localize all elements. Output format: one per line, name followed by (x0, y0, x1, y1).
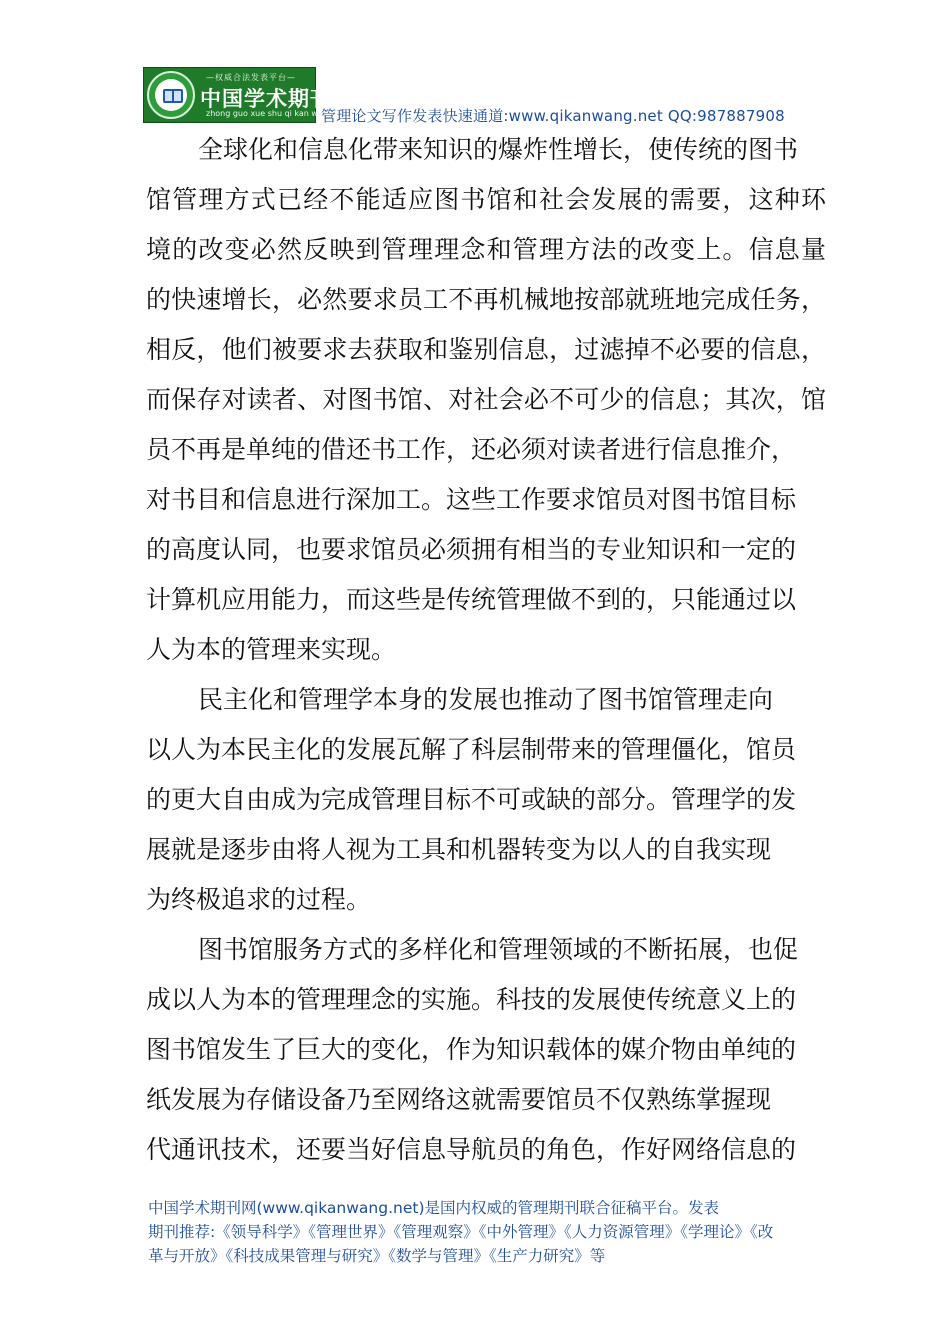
text-line: 以人为本民主化的发展瓦解了科层制带来的管理僵化，馆员 (146, 735, 797, 764)
paragraph (146, 125, 826, 675)
text-line: 成以人为本的管理理念的实施。科技的发展使传统意义上的 (146, 985, 797, 1014)
text-line: 图书馆服务方式的多样化和管理领域的不断拓展，也促 (198, 935, 799, 964)
text-line: 为终极追求的过程。 (146, 885, 372, 914)
text-line: 而保存对读者、对图书馆、对社会必不可少的信息；其次，馆 (146, 385, 826, 414)
logo-name: 中国学术期刊网 (200, 87, 354, 111)
text-line: 员不再是单纯的借还书工作，还必须对读者进行信息推介， (146, 435, 797, 464)
footer-line: 期刊推荐:《领导科学》《管理世界》《管理观察》《中外管理》《人力资源管理》《学理论》《改 (148, 1223, 774, 1241)
document-body (146, 125, 826, 1175)
text-line: 的快速增长，必然要求员工不再机械地按部就班地完成任务， (146, 285, 826, 314)
text-line: 境的改变必然反映到管理理念和管理方法的改变上。信息量 (146, 235, 826, 264)
text-line: 人为本的管理来实现。 (146, 635, 397, 664)
text-line: 民主化和管理学本身的发展也推动了图书馆管理走向 (198, 685, 774, 714)
book-icon (163, 89, 183, 103)
text-line: 展就是逐步由将人视为工具和机器转变为以人的自我实现 (146, 835, 772, 864)
page-footer (148, 1196, 828, 1268)
logo-seal-icon (147, 71, 195, 119)
text-line: 代通讯技术，还要当好信息导航员的角色，作好网络信息的 (146, 1135, 797, 1164)
text-line: 计算机应用能力，而这些是传统管理做不到的，只能通过以 (146, 585, 797, 614)
text-line: 的更大自由成为完成管理目标不可或缺的部分。管理学的发 (146, 785, 797, 814)
logo-pinyin: zhong guo xue shu qi kan wang (206, 109, 334, 118)
logo-slogan: —权威合法发表平台— (206, 73, 296, 82)
text-line: 相反，他们被要求去获取和鉴别信息，过滤掉不必要的信息， (146, 335, 826, 364)
site-logo[interactable] (143, 67, 354, 123)
text-line: 馆管理方式已经不能适应图书馆和社会发展的需要，这种环 (146, 185, 826, 214)
text-line: 对书目和信息进行深加工。这些工作要求馆员对图书馆目标 (146, 485, 797, 514)
page-header (143, 67, 823, 123)
paragraph (146, 925, 826, 1175)
footer-line: 革与开放》《科技成果管理与研究》《数学与管理》《生产力研究》等 (148, 1247, 606, 1265)
header-tagline: 管理论文写作发表快速通道:www.qikanwang.net QQ:987887908 (321, 107, 785, 125)
paragraph (146, 675, 826, 925)
text-line: 图书馆发生了巨大的变化，作为知识载体的媒介物由单纯的 (146, 1035, 797, 1064)
text-line: 全球化和信息化带来知识的爆炸性增长，使传统的图书 (198, 135, 799, 164)
text-line: 的高度认同，也要求馆员必须拥有相当的专业知识和一定的 (146, 535, 797, 564)
text-line: 纸发展为存储设备乃至网络这就需要馆员不仅熟练掌握现 (146, 1085, 772, 1114)
footer-line: 中国学术期刊网(www.qikanwang.net)是国内权威的管理期刊联合征稿平台。发表 (148, 1199, 720, 1217)
